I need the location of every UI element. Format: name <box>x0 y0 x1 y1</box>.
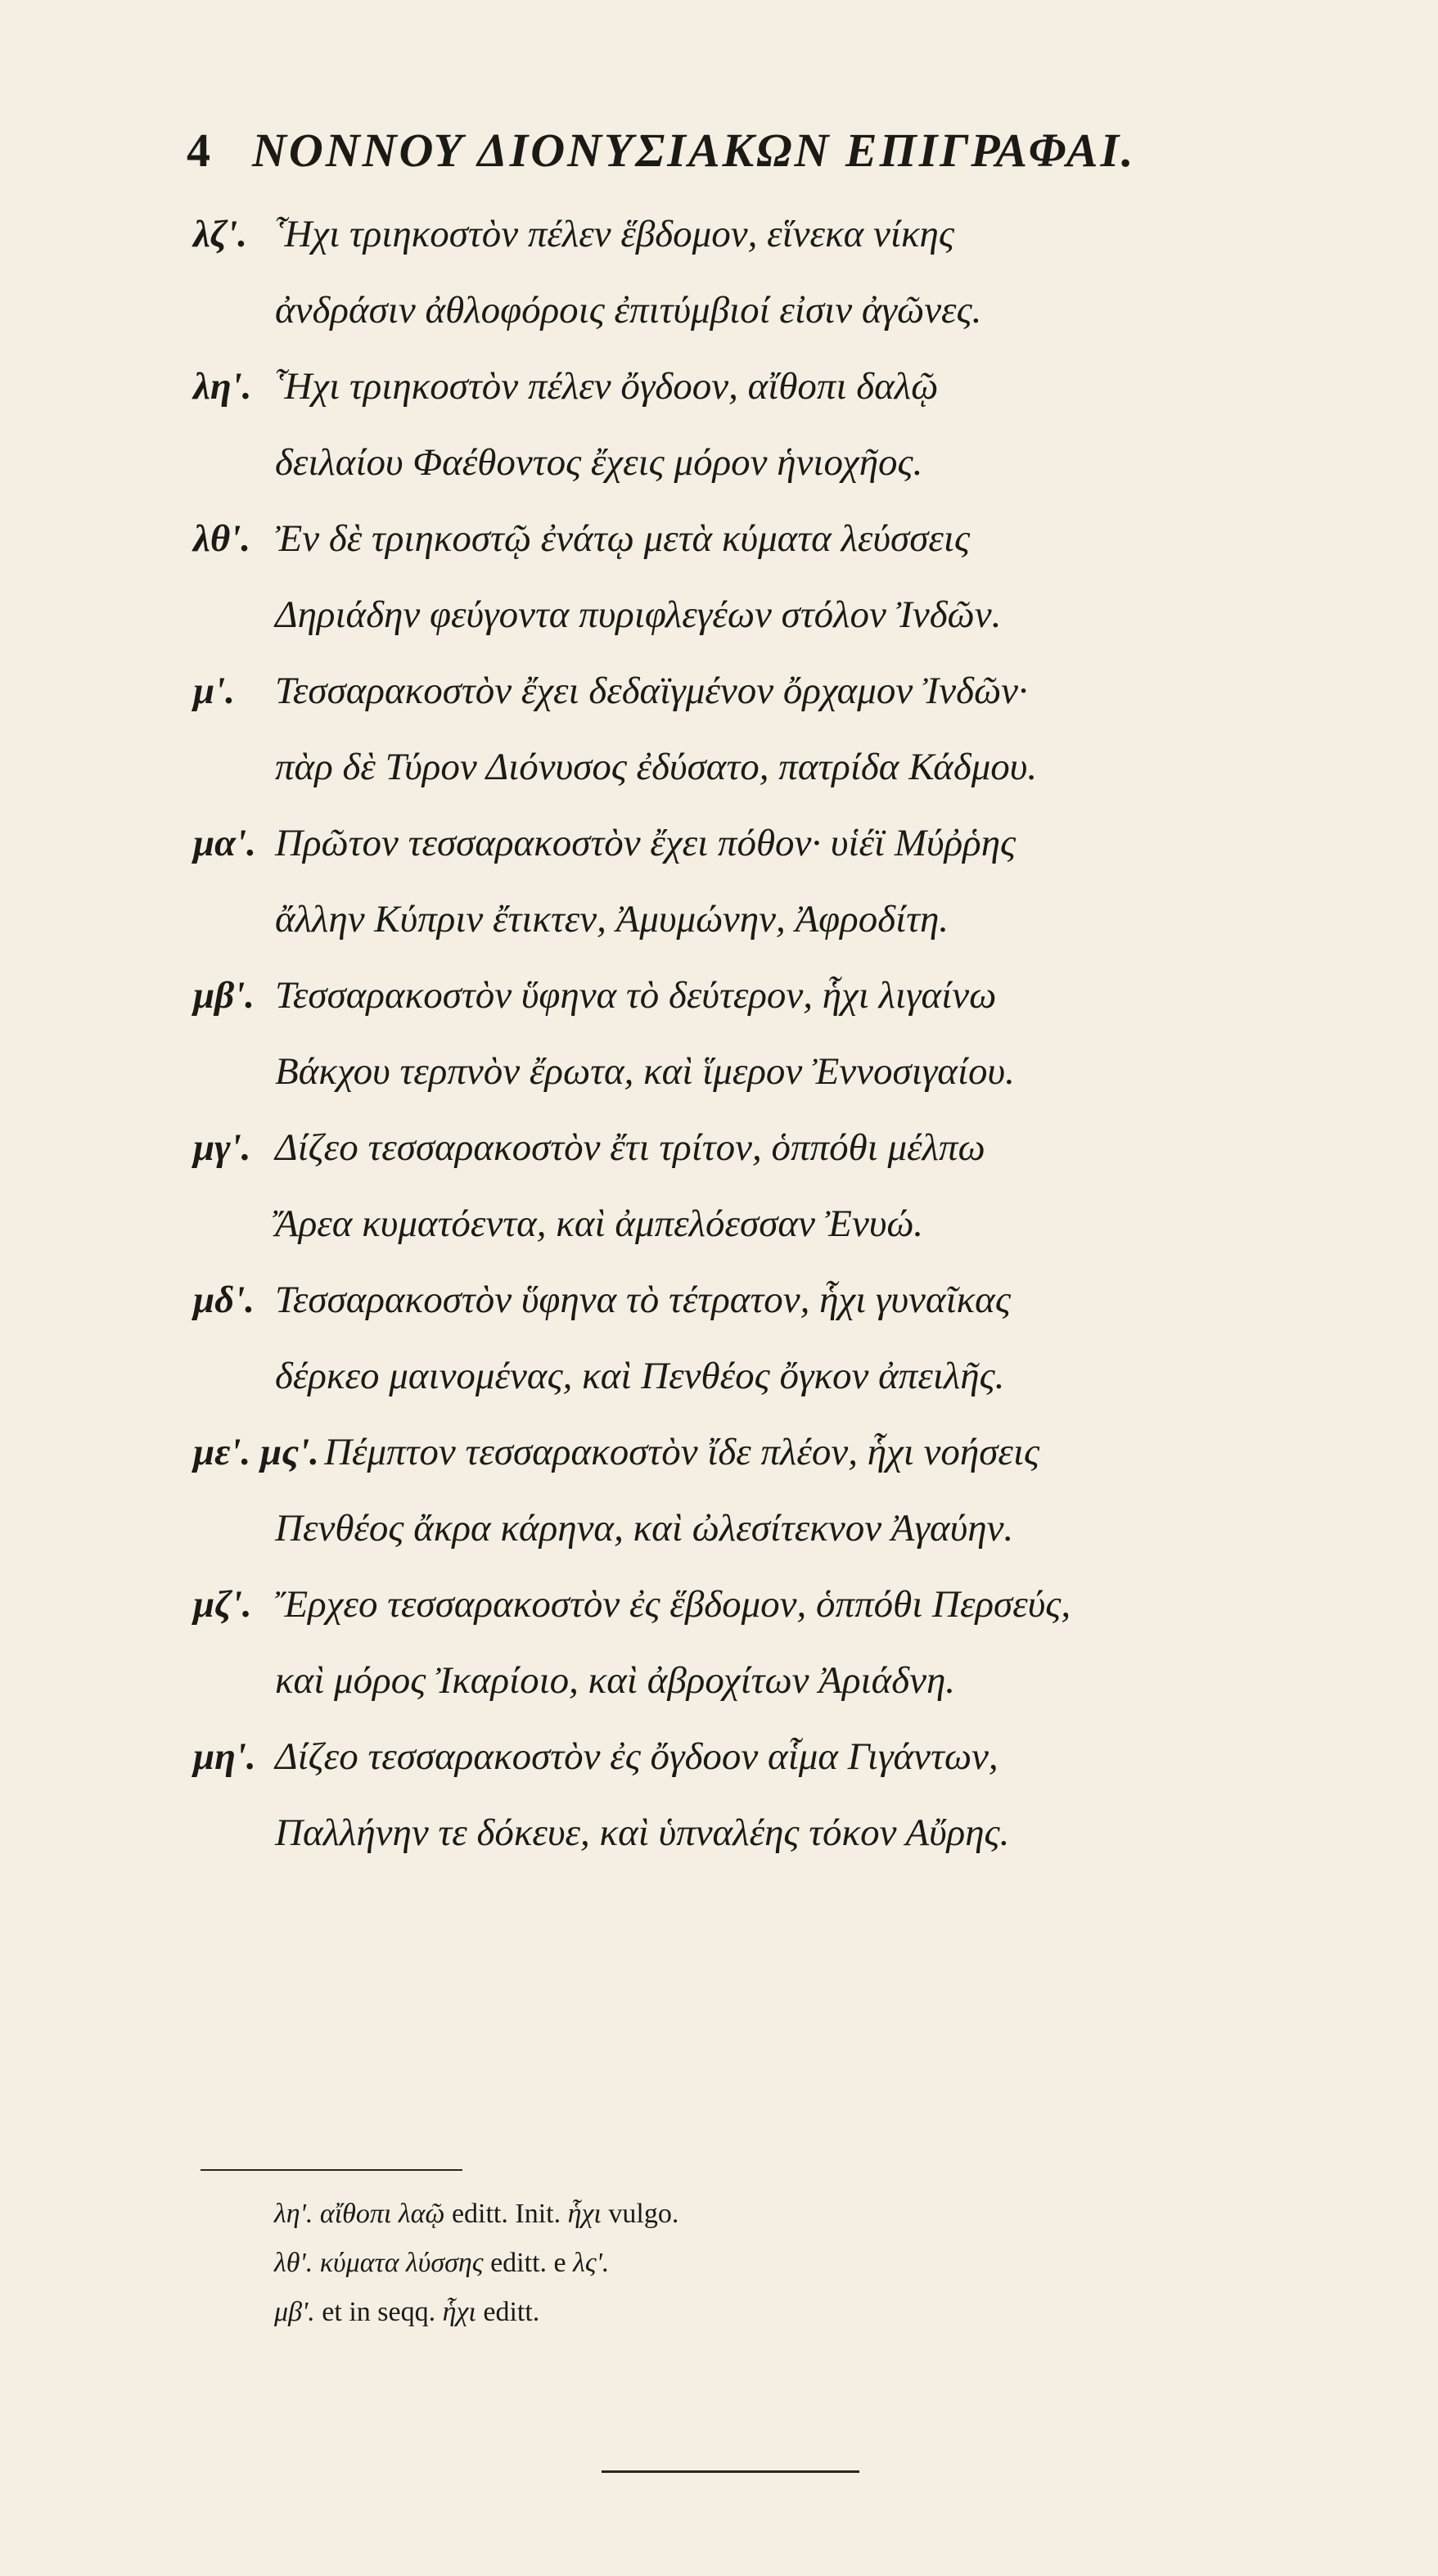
epigraph-list <box>193 196 1404 1871</box>
entry-line: Ἐν δὲ τριηκοστῷ ἐνάτῳ μετὰ κύματα λεύσσεις <box>275 517 971 560</box>
entry-number: με'. μς'. <box>193 1431 319 1473</box>
entry-line: Παλλήνην τε δόκευε, καὶ ὑπναλέης τόκον Αὔρης. <box>275 1811 1010 1854</box>
entry-line: Βάκχου τερπνὸν ἔρωτα, καὶ ἵμερον Ἐννοσιγαίου. <box>275 1050 1015 1093</box>
footnotes <box>274 2190 1256 2337</box>
epigraph-entry <box>193 501 1404 653</box>
entry-line: Ἄρεα κυματόεντα, καὶ ἀμπελόεσσαν Ἐνυώ. <box>275 1202 923 1245</box>
entry-number: μζ'. <box>193 1583 252 1626</box>
entry-number: λθ'. <box>193 517 251 560</box>
entry-number: μ'. <box>193 670 235 712</box>
footnote-text: et in seqq. <box>322 2297 436 2327</box>
footnote-text: editt. Init. <box>451 2199 561 2229</box>
entry-line: ἄλλην Κύπριν ἔτικτεν, Ἀμυμώνην, Ἀφροδίτη. <box>275 898 949 941</box>
entry-line: Δίζεο τεσσαρακοστὸν ἐς ὄγδοον αἷμα Γιγάντων, <box>275 1735 998 1778</box>
entry-number: μβ'. <box>193 974 255 1017</box>
footnote-lemma: ἧχι <box>442 2297 476 2327</box>
entry-line: δειλαίου Φαέθοντος ἔχεις μόρον ἡνιοχῆος. <box>275 441 923 484</box>
footnote <box>274 2239 1256 2288</box>
epigraph-entry <box>193 196 1404 349</box>
epigraph-entry <box>193 958 1404 1110</box>
entry-line: Δηριάδην φεύγοντα πυριφλεγέων στόλον Ἰνδῶν. <box>275 593 1002 636</box>
footnote-lemma: ἧχι <box>567 2199 602 2229</box>
footnote-text: editt. e <box>490 2248 566 2278</box>
entry-number: μγ'. <box>193 1126 251 1169</box>
epigraph-entry <box>193 805 1404 958</box>
footnote-lemma: αἴθοπι λαῷ <box>319 2199 445 2229</box>
epigraph-entry <box>193 1110 1404 1262</box>
entry-line: δέρκεο μαινομένας, καὶ Πενθέος ὄγκον ἀπειλῆς. <box>275 1355 1005 1397</box>
entry-line: Πρῶτον τεσσαρακοστὸν ἔχει πόθον· υἱέϊ Μύῤῥης <box>275 822 1017 864</box>
footnote <box>274 2190 1256 2239</box>
footnote-text: vulgo. <box>608 2199 679 2229</box>
end-rule <box>602 2470 859 2473</box>
epigraph-entry <box>193 653 1404 805</box>
entry-line: Δίζεο τεσσαρακοστὸν ἔτι τρίτον, ὁππόθι μέλπω <box>275 1126 985 1169</box>
entry-line: Ἧχι τριηκοστὸν πέλεν ὄγδοον, αἴθοπι δαλῷ <box>275 365 939 408</box>
entry-line: καὶ μόρος Ἰκαρίοιο, καὶ ἀβροχίτων Ἀριάδνη. <box>275 1659 956 1702</box>
entry-number: μδ'. <box>193 1279 255 1321</box>
entry-line: Τεσσαρακοστὸν ἔχει δεδαϊγμένον ὄρχαμον Ἰνδῶν· <box>275 670 1028 712</box>
entry-line: Τεσσαρακοστὸν ὕφηνα τὸ δεύτερον, ἧχι λιγαίνω <box>275 974 997 1017</box>
entry-line: Πενθέος ἄκρα κάρηνα, καὶ ὠλεσίτεκνον Ἀγαύην. <box>275 1507 1014 1550</box>
footnote-lemma: κύματα λύσσης <box>319 2248 484 2278</box>
footnote-label: λη'. <box>274 2199 313 2229</box>
entry-line: Τεσσαρακοστὸν ὕφηνα τὸ τέτρατον, ἧχι γυναῖκας <box>275 1279 1011 1321</box>
entry-number: λη'. <box>193 365 252 408</box>
entry-line: Πέμπτον τεσσαρακοστὸν ἴδε πλέον, ἧχι νοήσεις <box>324 1431 1040 1473</box>
entry-number: λζ'. <box>193 213 247 255</box>
footnote-label: μβ'. <box>274 2297 315 2327</box>
entry-number: μη'. <box>193 1735 256 1778</box>
footnote-lemma: λς'. <box>573 2248 610 2278</box>
footnote-label: λθ'. <box>274 2248 313 2278</box>
footnote <box>274 2288 1256 2337</box>
epigraph-entry <box>193 1414 1404 1567</box>
entry-line: πὰρ δὲ Τύρον Διόνυσος ἐδύσατο, πατρίδα Κάδμου. <box>275 746 1038 788</box>
entry-line: Ἧχι τριηκοστὸν πέλεν ἕβδομον, εἵνεκα νίκης <box>275 213 954 255</box>
footnote-divider <box>201 2169 462 2171</box>
entry-line: Ἔρχεο τεσσαρακοστὸν ἐς ἕβδομον, ὁππόθι Περσεύς, <box>275 1583 1071 1626</box>
epigraph-entry <box>193 1567 1404 1719</box>
epigraph-entry <box>193 349 1404 501</box>
entry-number: μα'. <box>193 822 256 864</box>
page-header <box>187 123 1283 178</box>
entry-line: ἀνδράσιν ἀθλοφόροις ἐπιτύμβιοί εἰσιν ἀγῶνες. <box>275 289 982 332</box>
page-number: 4 <box>187 124 213 177</box>
epigraph-entry <box>193 1719 1404 1871</box>
footnote-text: editt. <box>483 2297 540 2327</box>
epigraph-entry <box>193 1262 1404 1414</box>
running-title: ΝΟΝΝΟΥ ΔΙΟΝΥΣΙΑΚΩΝ ΕΠΙΓΡΑΦΑΙ. <box>252 124 1136 177</box>
